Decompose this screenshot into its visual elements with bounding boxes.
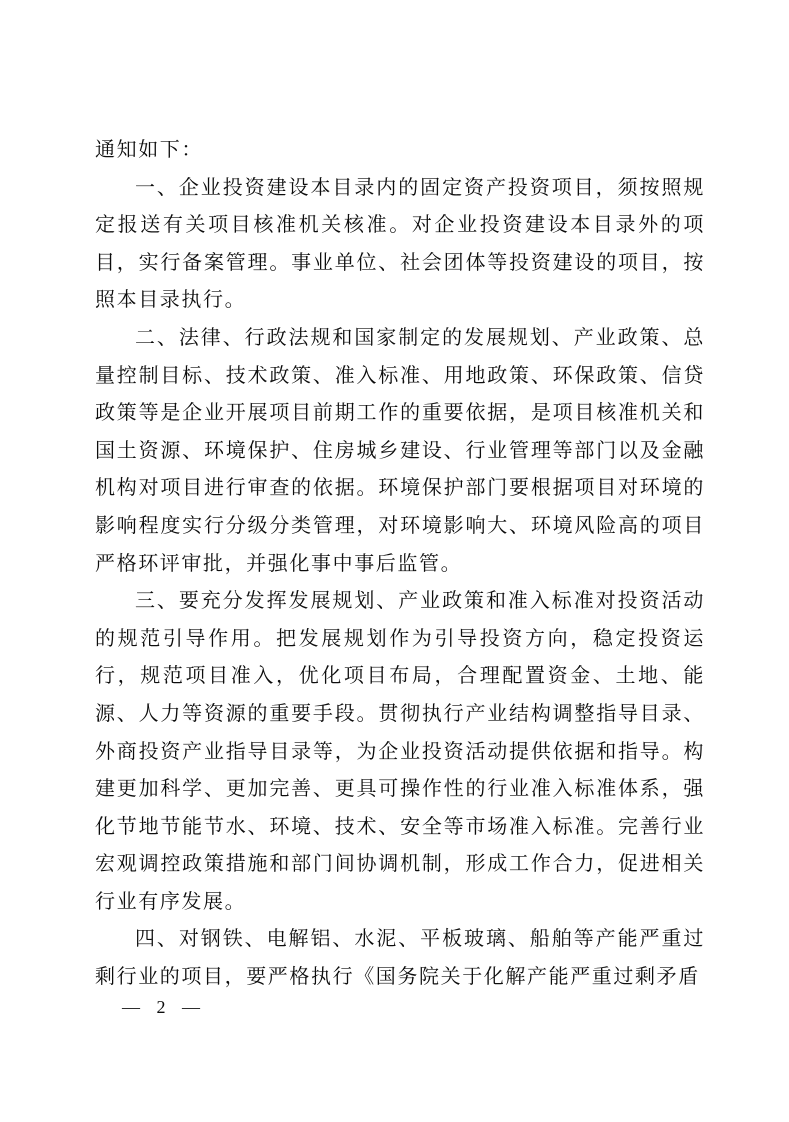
intro-line: 通知如下： (95, 139, 203, 161)
page-number: — 2 — (122, 997, 206, 1017)
paragraph-3: 三、要充分发挥发展规划、产业政策和准入标准对投资活动的规范引导作用。把发展规划作为引导投资方向，稳定投资运行，规范项目准入，优化项目布局，合理配置资金、土地、能源、人力等资源的重要手段。贯彻执行产业结构调整指导目录、外商投资产业指导目录等，为企业投资活动提供依据和指导。构建更加科学、更加完善、更具可操作性的行业准入标准体系，强化节地节能节水、环境、技术、安全等市场准入标准。完善行业宏观调控政策措施和部门间协调机制，形成工作合力，促进相关行业有序发展。 (95, 590, 705, 913)
paragraph-4: 四、对钢铁、电解铝、水泥、平板玻璃、船舶等产能严重过剩行业的项目，要严格执行《国务院关于化解产能严重过剩矛盾 (95, 928, 705, 989)
document-body (95, 132, 705, 997)
paragraph-2: 二、法律、行政法规和国家制定的发展规划、产业政策、总量控制目标、技术政策、准入标准、用地政策、环保政策、信贷政策等是企业开展项目前期工作的重要依据，是项目核准机关和国土资源、环境保护、住房城乡建设、行业管理等部门以及金融机构对项目进行审查的依据。环境保护部门要根据项目对环境的影响程度实行分级分类管理，对环境影响大、环境风险高的项目严格环评审批，并强化事中事后监管。 (95, 326, 705, 575)
paragraph-1: 一、企业投资建设本目录内的固定资产投资项目，须按照规定报送有关项目核准机关核准。对企业投资建设本目录外的项目，实行备案管理。事业单位、社会团体等投资建设的项目，按照本目录执行。 (95, 176, 705, 312)
